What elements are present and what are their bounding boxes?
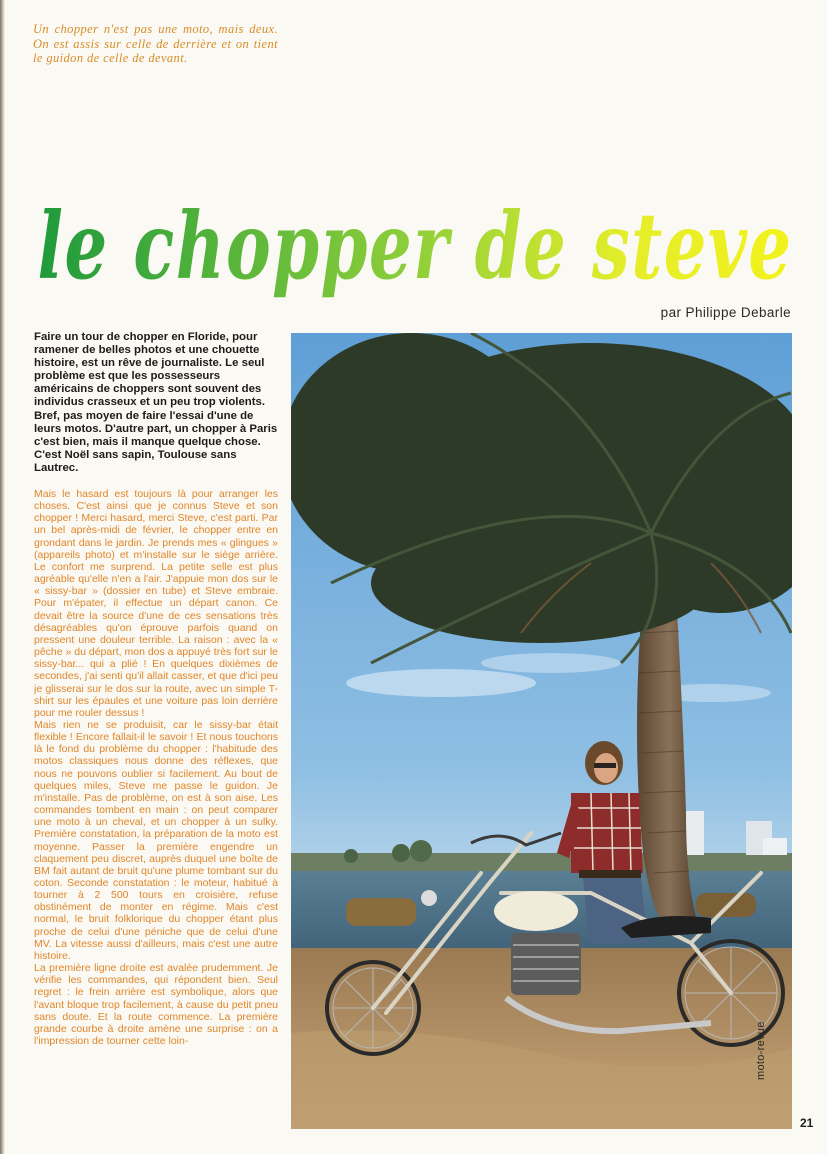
article-paragraph-2: Mais rien ne se produisit, car le sissy-bar était flexible ! Encore fallait-il le savoir ! Et nous touchons là le fond du problème du chopper : l'habitude des motos classiques nous donne des réflexes, que nous ne pouvons oublier si facilement. Au bout de quelques miles, Steve me passe le guidon. Je m'installe. Pas de problème, on est à son aise. Les commandes tombent en main : on peut comparer une moto à un cheval, et un chopper à un sulky. Première constatation, la préparation de la moto est moyenne. Passer la première engendre un claquement peu discret, auprès duquel une boîte de BM fait autant de bruit qu'une plume tombant sur du coton. Seconde constatation : le moteur, habitué à tourner à 2 500 tours en croisière, refuse obstinément de monter en régime. Mais c'est normal, le bruit folklorique du chopper étant plus proche de celui d'une péniche que de celui d'une MV. La vitesse aussi d'ailleurs, mais c'est une autre histoire. xyxy=(34,718,278,962)
intro-paragraph: Faire un tour de chopper en Floride, pour ramener de belles photos et une chouette histoire, est un rêve de journaliste. Le seul problème est que les possesseurs américains de choppers sont souvent des individus crasseux et un peu trop violents. Bref, pas moyen de faire l'essai d'une de leurs motos. D'autre part, un chopper à Paris c'est bien, mais il manque quelque chose. C'est Noël sans sapin, Toulouse sans Lautrec. xyxy=(34,331,278,474)
photo-caption: Un chopper n'est pas une moto, mais deux. On est assis sur celle de derrière et on tient le guidon de celle de devant. xyxy=(33,22,278,65)
chopper-photo xyxy=(291,333,792,1129)
headline xyxy=(30,168,800,318)
headline-art xyxy=(30,168,800,318)
article-paragraph-1: Mais le hasard est toujours là pour arranger les choses. C'est ainsi que je connus Steve et son chopper ! Merci hasard, merci Steve, c'est parti. Par un bel après-midi de février, le chopper entre en grondant dans le jardin. Je prends mes « glingues » (appareils photo) et m'installe sur le siège arrière. Le confort me surprend. La petite selle est plus agréable qu'elle n'en a l'air. J'appuie mon dos sur le « sissy-bar » (dossier en tube) et Steve embraie. Pour m'épater, il effectue un départ canon. Ce devait être la source d'une de ces sensations très désagréables qu'on éprouve parfois quand on pressent une douleur terrible. La raison : avec la « pêche » du départ, mon dos a appuyé très fort sur le sissy-bar... qui a plié ! En quelques dixièmes de secondes, j'ai senti qu'il allait casser, et que d'ici peu je glisserai sur le dos sur la route, avec un simple T-shirt sur les épaules et une voiture pas loin derrière pour me rouler dessus ! xyxy=(34,488,278,719)
headline-title: le chopper de steve xyxy=(37,192,793,300)
article-paragraph-3: La première ligne droite est avalée prudemment. Je vérifie les commandes, qui répondent bien. Seul regret : le frein arrière est symbolique, alors que l'avant bloque trop facilement, à cause du petit pneu sans doute. Et la route commence. La première grande courbe à droite amène une surprise : on a l'impression de tourner cette loin- xyxy=(34,962,278,1048)
article-body xyxy=(34,488,278,1133)
photo-illustration xyxy=(291,333,792,1129)
page-number: 21 xyxy=(800,1116,814,1130)
magazine-name: moto-revue xyxy=(755,1021,767,1080)
page-left-edge xyxy=(0,0,5,1154)
byline: par Philippe Debarle xyxy=(660,305,791,320)
